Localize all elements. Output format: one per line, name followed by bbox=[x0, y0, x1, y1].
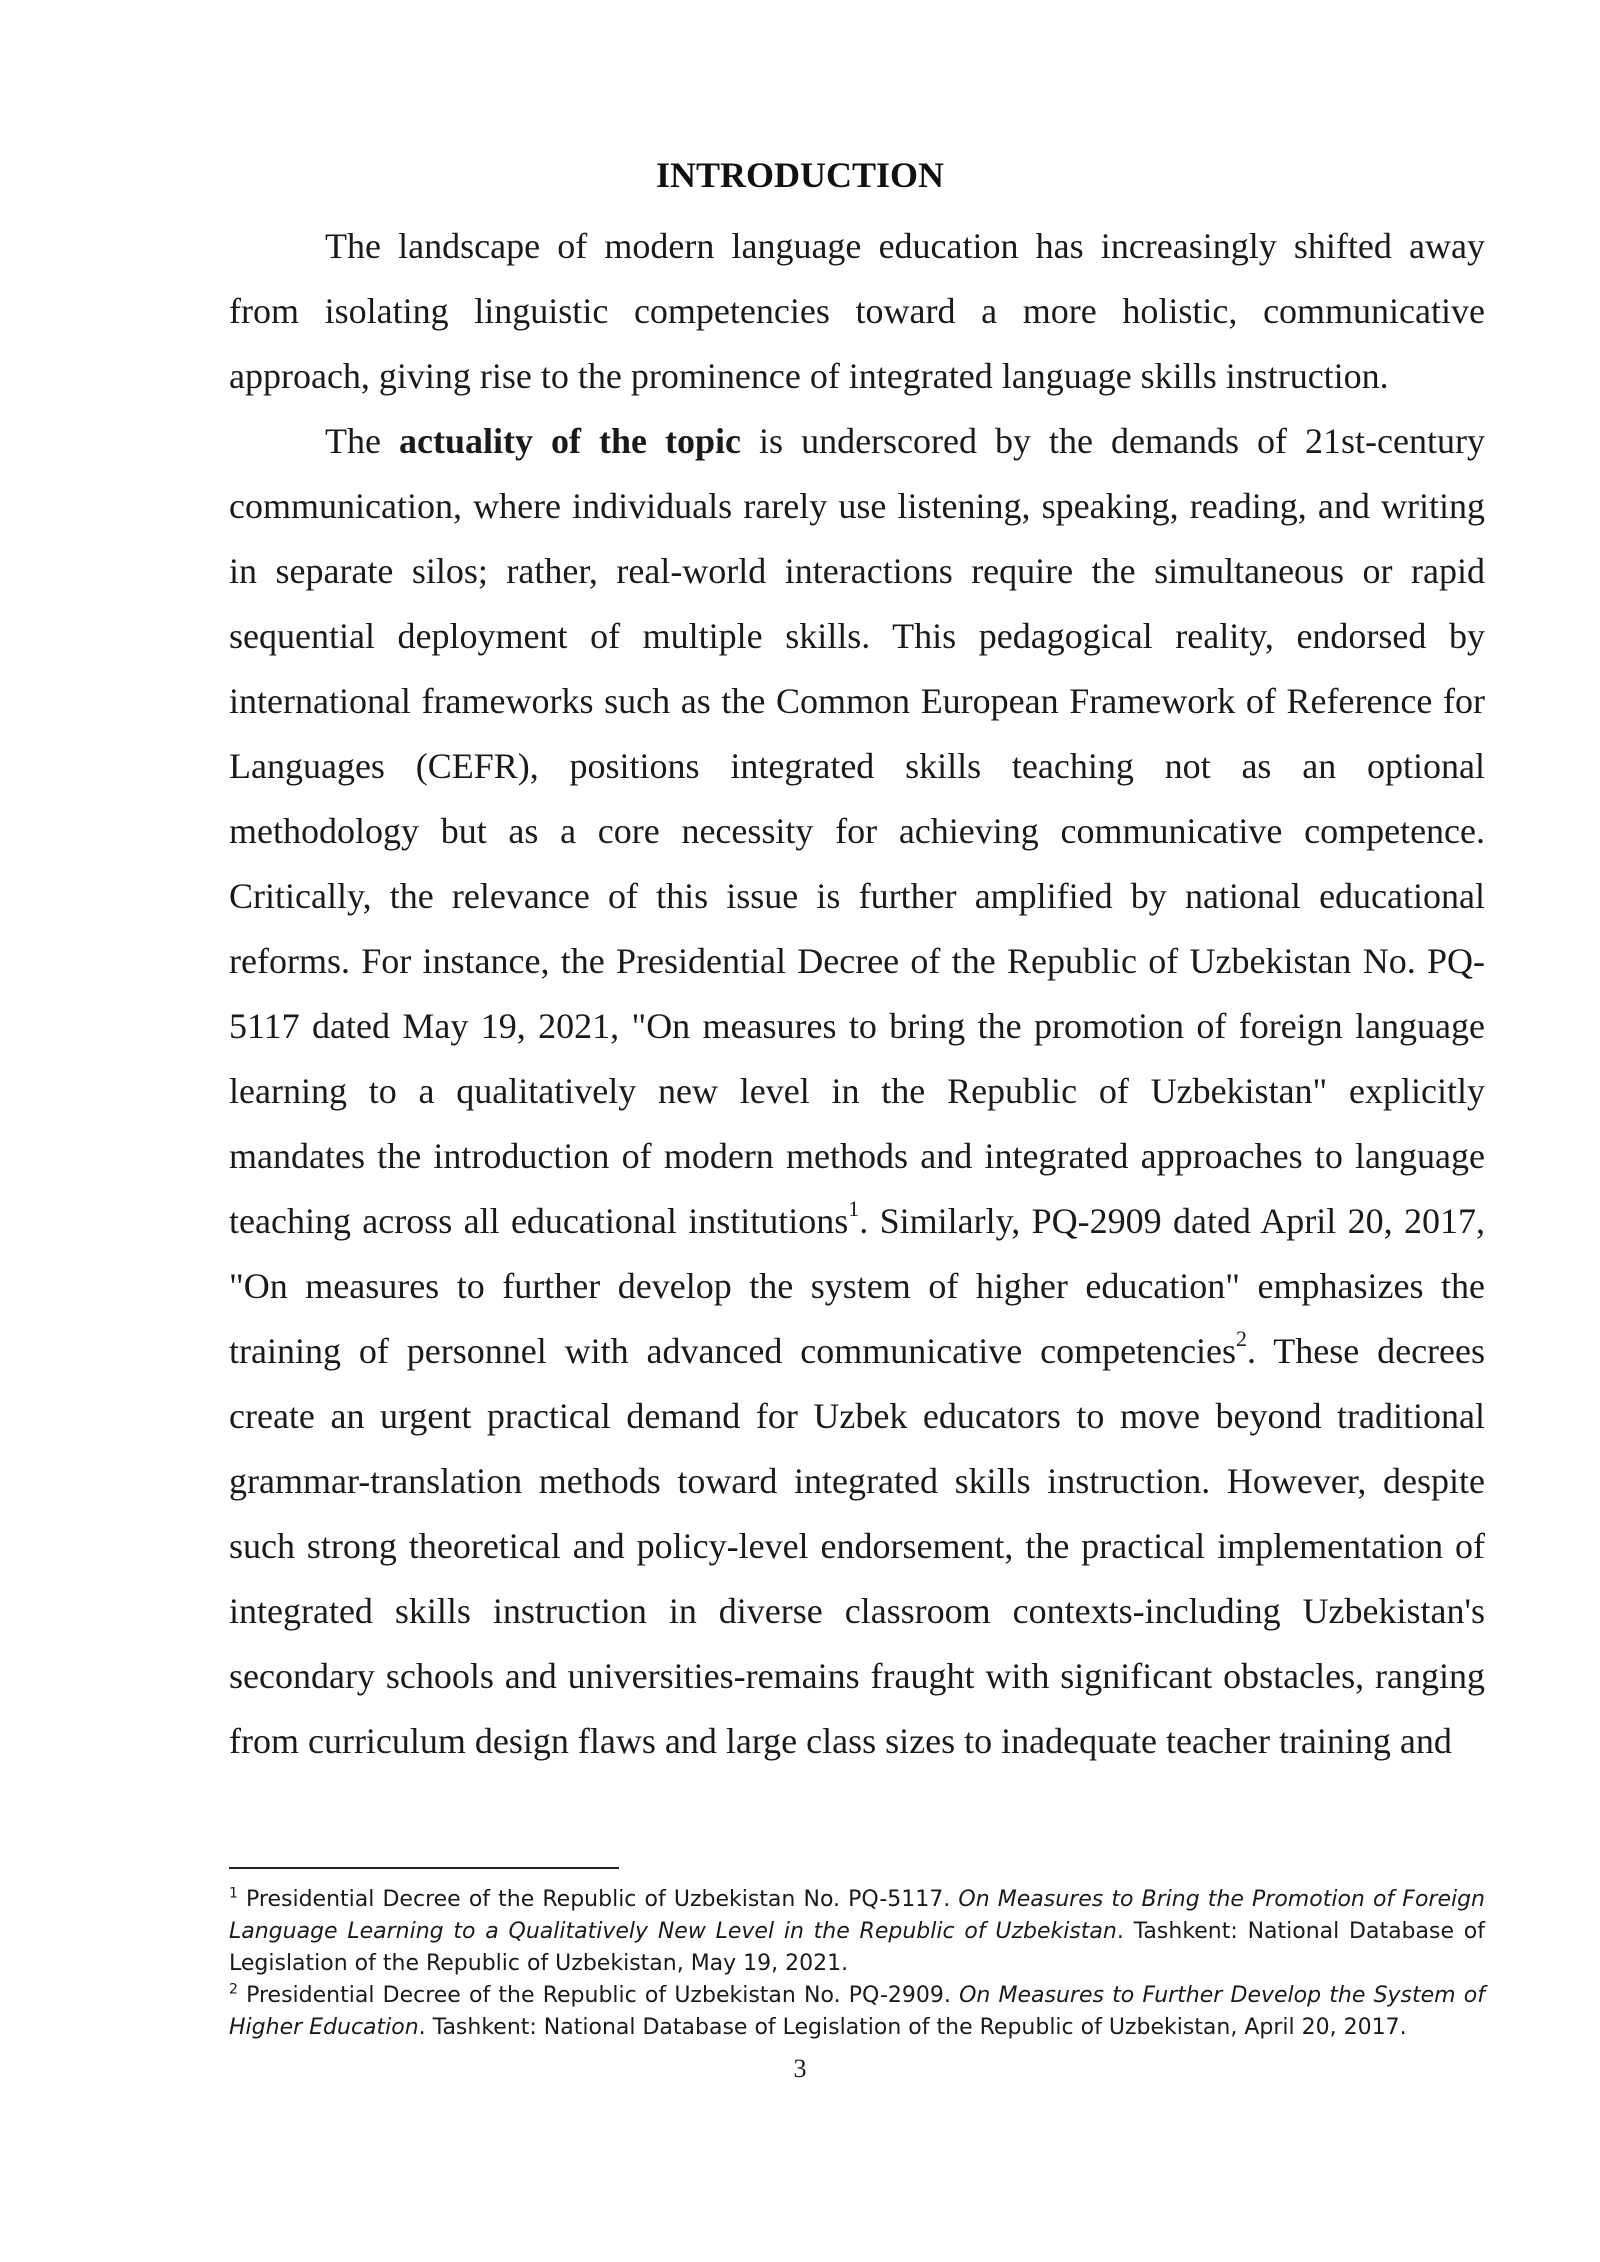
paragraph-lead: The bbox=[325, 421, 399, 461]
body-text bbox=[229, 214, 1485, 1774]
section-heading: INTRODUCTION bbox=[655, 155, 945, 195]
footnote-2 bbox=[229, 1980, 1485, 2044]
footnote-number-2: 2 bbox=[229, 1981, 238, 1998]
footnote-1-source: . Tashkent: National Database of Legislation of the Republic of Uzbekistan, May 19, 2021. bbox=[229, 1919, 1485, 1976]
footnotes bbox=[229, 1884, 1485, 2044]
page-number: 3 bbox=[793, 2054, 807, 2083]
footnote-2-text: Presidential Decree of the Republic of Uzbekistan No. PQ-2909. bbox=[237, 1983, 960, 2008]
footnote-separator bbox=[229, 1867, 619, 1869]
footnote-2-title: On Measures to Further Develop the System of Higher Education bbox=[229, 1983, 1486, 2040]
bold-term-actuality: actuality of the topic bbox=[399, 421, 742, 461]
paragraph-text-part-3: . These decrees create an urgent practical demand for Uzbek educators to move beyond traditional grammar-translation methods toward integrated skills instruction. However, despite such strong theoretical and policy-level endorsement, the practical implementation of integrated skills instruction in diverse classroom contexts-including Uzbekistan's secondary schools and universities-remains fraught with significant obstacles, ranging from curriculum design flaws and large class sizes to inadequate teacher training and bbox=[229, 1331, 1485, 1761]
footnote-number-1: 1 bbox=[229, 1885, 238, 1902]
footnote-reference-1[interactable]: 1 bbox=[848, 1196, 860, 1221]
footnote-1-title: On Measures to Bring the Promotion of Foreign Language Learning to a Qualitatively New Level in the Republic of Uzbekistan bbox=[229, 1887, 1486, 1944]
footnote-2-source: . Tashkent: National Database of Legislation of the Republic of Uzbekistan, April 20, 2017. bbox=[418, 2015, 1407, 2040]
paragraph-text-part-1: is underscored by the demands of 21st-century communication, where individuals rarely use listening, speaking, reading, and writing in separate silos; rather, real-world interactions require the simultaneous or rapid sequential deployment of multiple skills. This pedagogical reality, endorsed by international frameworks such as the Common European Framework of Reference for Languages (CEFR), positions integrated skills teaching not as an optional methodology but as a core necessity for achieving communicative competence. Critically, the relevance of this issue is further amplified by national educational reforms. For instance, the Presidential Decree of the Republic of Uzbekistan No. PQ-5117 dated May 19, 2021, "On measures to bring the promotion of foreign language learning to a qualitatively new level in the Republic of Uzbekistan" explicitly mandates the introduction of modern methods and integrated approaches to language teaching across all educational institutions bbox=[229, 421, 1485, 1241]
footnote-reference-2[interactable]: 2 bbox=[1236, 1326, 1247, 1351]
paragraph-intro: The landscape of modern language education has increasingly shifted away from isolating linguistic competencies toward a more holistic, communicative approach, giving rise to the prominence of integrated language skills instruction. bbox=[229, 226, 1485, 396]
footnote-1-text: Presidential Decree of the Republic of Uzbekistan No. PQ-5117. bbox=[237, 1887, 959, 1912]
paragraph-text-part-2: . Similarly, PQ-2909 dated April 20, 2017, "On measures to further develop the system of higher education" emphasizes the training of personnel with advanced communicative competencies bbox=[229, 1201, 1485, 1371]
paragraph-actuality bbox=[229, 409, 1485, 1774]
footnote-1 bbox=[229, 1884, 1485, 1980]
